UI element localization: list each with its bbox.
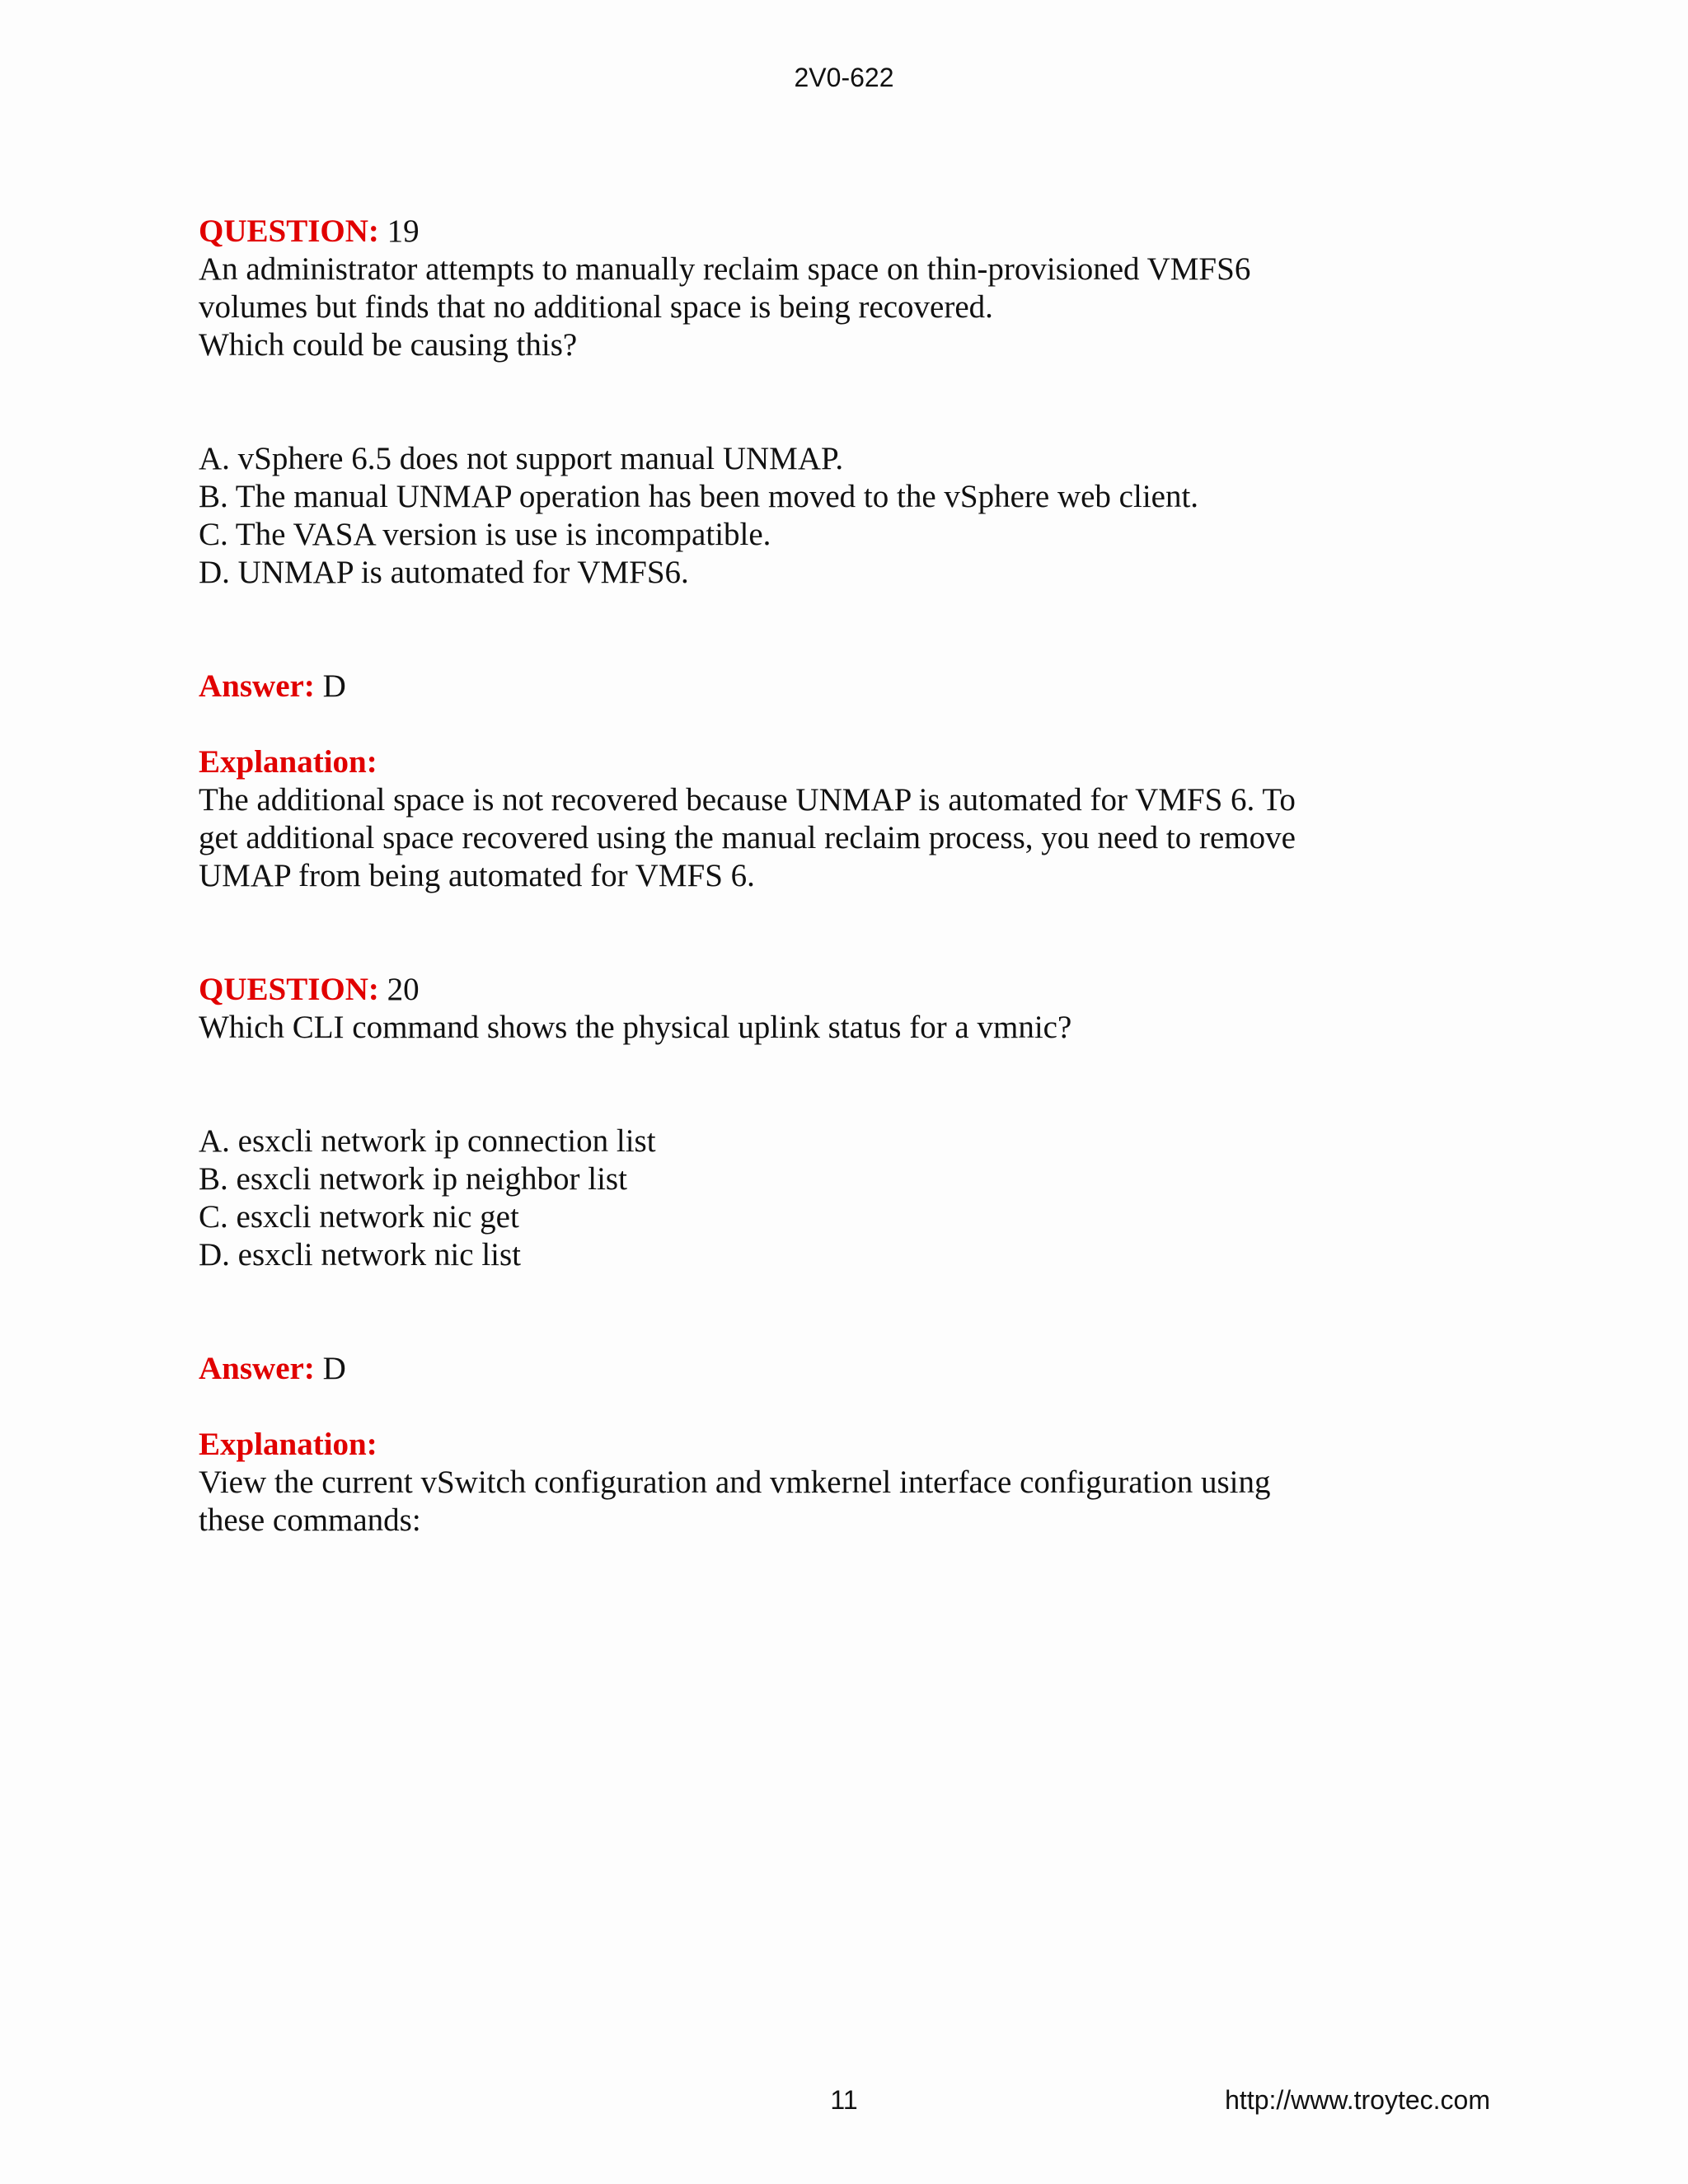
question-block-20: [199, 971, 1394, 1540]
answer-line: [199, 1350, 1394, 1388]
answer-option-c: C. esxcli network nic get: [199, 1199, 519, 1235]
answer-option-a: A. esxcli network ip connection list: [199, 1123, 656, 1159]
document-body: [199, 213, 1394, 1540]
answer-label: Answer:: [199, 668, 315, 704]
explanation-label-line: [199, 743, 1394, 781]
question-number: 19: [387, 213, 420, 249]
question-heading: [199, 213, 1394, 251]
explanation-label-line: [199, 1426, 1394, 1464]
answer-option-b: B. esxcli network ip neighbor list: [199, 1161, 627, 1197]
answer-option-a: A. vSphere 6.5 does not support manual UNMAP.: [199, 441, 844, 476]
explanation-label: Explanation:: [199, 744, 377, 780]
answer-value: D: [322, 1351, 346, 1386]
explanation-label: Explanation:: [199, 1427, 377, 1462]
answer-option-b: B. The manual UNMAP operation has been moved to the vSphere web client.: [199, 479, 1199, 514]
answer-option-c: C. The VASA version is use is incompatible.: [199, 517, 771, 552]
answer-option-d: D. esxcli network nic list: [199, 1237, 522, 1272]
question-text-line: volumes but finds that no additional space is being recovered.: [199, 289, 993, 325]
question-text-line: Which could be causing this?: [199, 327, 578, 363]
footer-url-link[interactable]: http://www.troytec.com: [1225, 2085, 1490, 2115]
explanation-text-line: The additional space is not recovered because UNMAP is automated for VMFS 6. To: [199, 782, 1296, 818]
question-block-19: [199, 213, 1394, 895]
explanation-text-line: these commands:: [199, 1502, 421, 1538]
question-text-line: An administrator attempts to manually reclaim space on thin-provisioned VMFS6: [199, 251, 1251, 287]
page-header-title: 2V0-622: [794, 63, 894, 92]
answer-label: Answer:: [199, 1351, 315, 1386]
question-heading: [199, 971, 1394, 1009]
answer-option-d: D. UNMAP is automated for VMFS6.: [199, 555, 689, 590]
answer-line: [199, 668, 1394, 705]
page-number: 11: [830, 2085, 858, 2115]
answer-value: D: [322, 668, 346, 704]
explanation-text-line: View the current vSwitch configuration and vmkernel interface configuration using: [199, 1465, 1271, 1500]
question-number: 20: [387, 972, 420, 1007]
explanation-text-line: get additional space recovered using the manual reclaim process, you need to remove: [199, 820, 1296, 855]
question-label: QUESTION:: [199, 213, 379, 249]
question-text-line: Which CLI command shows the physical uplink status for a vmnic?: [199, 1010, 1072, 1045]
question-label: QUESTION:: [199, 972, 379, 1007]
explanation-text-line: UMAP from being automated for VMFS 6.: [199, 858, 755, 893]
